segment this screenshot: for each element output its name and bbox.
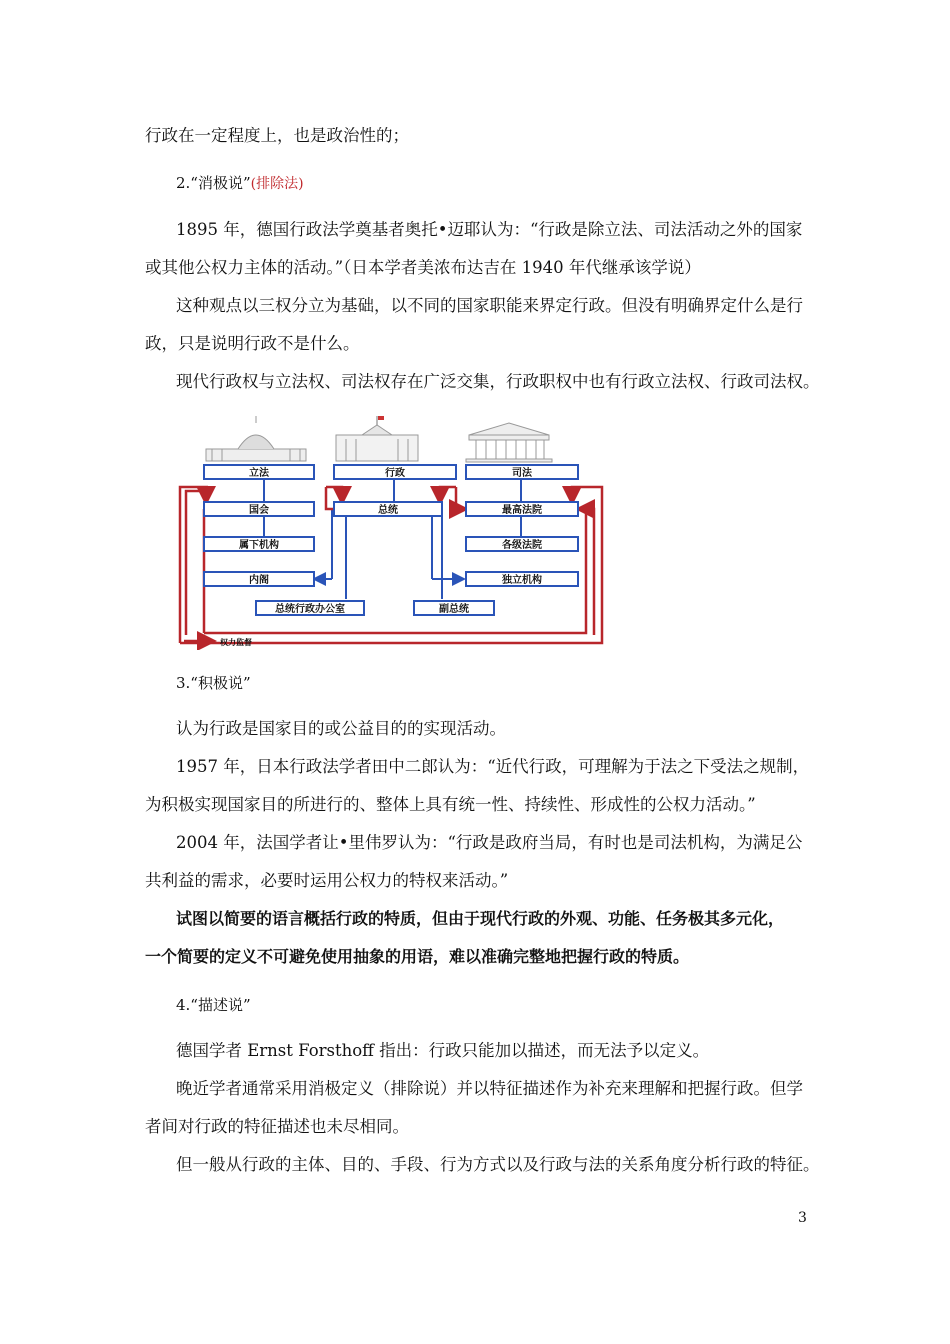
paragraph-8: 1957 年，日本行政法学者田中二郎认为：“近代行政，可理解为于法之下受法之规制， [176, 757, 810, 776]
paragraph-15: 但一般从行政的主体、目的、手段、行为方式以及行政与法的关系角度分析行政的特征。 [176, 1155, 820, 1174]
heading-positive-theory: 3.“积极说” [176, 674, 251, 692]
paragraph-3: 或其他公权力主体的活动。”（日本学者美浓布达吉在 1940 年代继承该学说） [145, 258, 701, 277]
heading-note: (排除法) [250, 176, 304, 192]
paragraph-13: 晚近学者通常采用消极定义（排除说）并以特征描述作为补充来理解和把握行政。但学 [176, 1079, 803, 1098]
heading-descriptive-theory: 4.“描述说” [176, 996, 251, 1014]
paragraph-10: 2004 年，法国学者让•里伟罗认为：“行政是政府当局，有时也是司法机构，为满足公 [176, 833, 803, 852]
paragraph-bold-1: 试图以简要的语言概括行政的特质，但由于现代行政的外观、功能、任务极其多元化， [176, 909, 785, 928]
heading-negative-theory [176, 173, 304, 194]
page-number: 3 [798, 1210, 807, 1226]
paragraph-11: 共利益的需求，必要时运用公权力的特权来活动。” [145, 871, 509, 890]
svg-text:立法: 立法 [249, 468, 269, 479]
separation-of-powers-diagram [176, 413, 608, 650]
subordinate-agencies-box [204, 537, 314, 551]
supreme-court-icon [466, 423, 552, 462]
heading-text: 2.“消极说” [176, 174, 251, 192]
paragraph-9: 为积极实现国家目的所进行的、整体上具有统一性、持续性、形成性的公权力活动。” [145, 795, 756, 814]
paragraph-12: 德国学者 Ernst Forsthoff 指出：行政只能加以描述，而无法予以定义。 [176, 1041, 710, 1060]
paragraph-4: 这种观点以三权分立为基础，以不同的国家职能来界定行政。但没有明确界定什么是行 [176, 296, 803, 315]
judicial-box [466, 465, 578, 479]
svg-text:副总统: 副总统 [439, 604, 469, 615]
vice-president-box [414, 601, 494, 615]
cabinet-box [204, 572, 314, 586]
executive-box [334, 465, 456, 479]
paragraph-1: 行政在一定程度上，也是政治性的； [145, 126, 409, 145]
paragraph-5: 政，只是说明行政不是什么。 [145, 334, 360, 353]
svg-text:最高法院: 最高法院 [502, 505, 542, 516]
svg-text:独立机构: 独立机构 [502, 575, 542, 586]
svg-text:司法: 司法 [512, 468, 532, 479]
paragraph-6: 现代行政权与立法权、司法权存在广泛交集，行政职权中也有行政立法权、行政司法权。 [176, 372, 820, 391]
legislative-box [204, 465, 314, 479]
svg-text:总统: 总统 [378, 505, 398, 516]
paragraph-7: 认为行政是国家目的或公益目的的实现活动。 [176, 719, 506, 738]
paragraph-2: 1895 年，德国行政法学奠基者奥托•迈耶认为：“行政是除立法、司法活动之外的国家 [176, 220, 803, 239]
independent-agencies-box [466, 572, 578, 586]
president-box [334, 502, 442, 516]
all-courts-box [466, 537, 578, 551]
svg-text:行政: 行政 [385, 468, 405, 479]
svg-text:各级法院: 各级法院 [502, 540, 542, 551]
paragraph-14: 者间对行政的特征描述也未尽相同。 [145, 1117, 409, 1136]
executive-office-box [256, 601, 364, 615]
supreme-court-box [466, 502, 578, 516]
white-house-icon [336, 416, 418, 461]
capitol-building-icon [206, 416, 306, 461]
svg-text:总统行政办公室: 总统行政办公室 [275, 604, 345, 615]
svg-text:内阁: 内阁 [249, 575, 269, 586]
paragraph-bold-2: 一个简要的定义不可避免使用抽象的用语，难以准确完整地把握行政的特质。 [145, 947, 690, 966]
congress-box [204, 502, 314, 516]
legend-label: 权力监督 [220, 638, 252, 647]
svg-text:属下机构: 属下机构 [239, 540, 279, 551]
diagram-svg [176, 413, 608, 650]
svg-text:国会: 国会 [249, 505, 269, 516]
